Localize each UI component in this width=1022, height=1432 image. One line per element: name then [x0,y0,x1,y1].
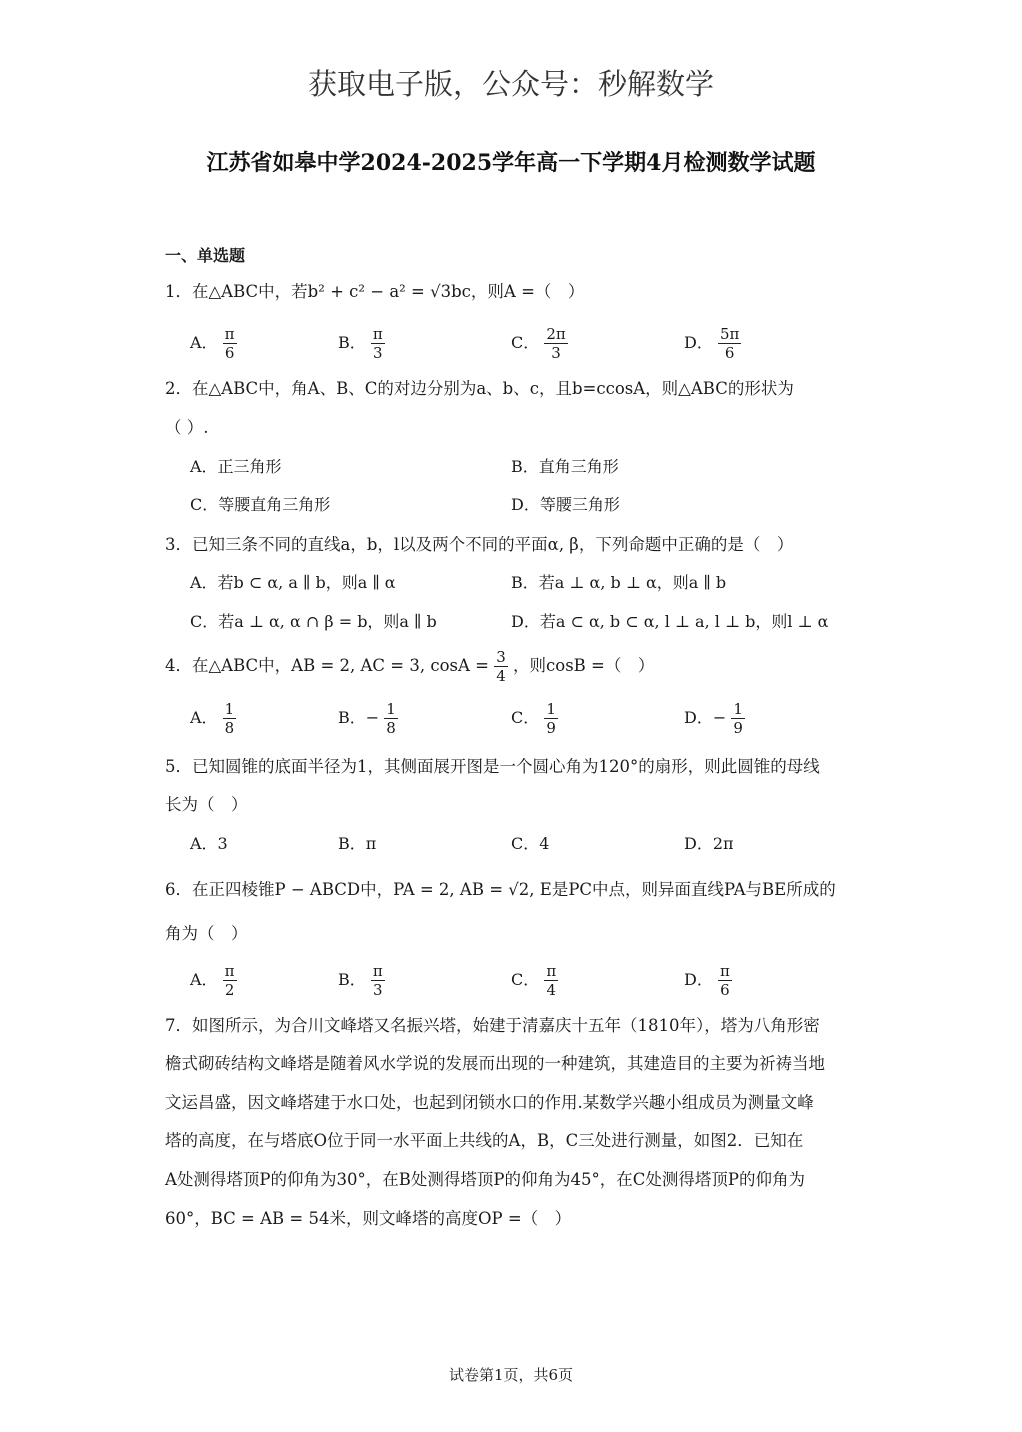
question-6-option-b[interactable] [338,962,385,999]
option-fraction [544,962,558,999]
question-4-stem-start: 4．在△ABC中，AB = 2, AC = 3, cosA = [165,656,489,675]
question-5-option-a[interactable]: A．3 [190,834,228,853]
option-label: D． [684,970,713,989]
page-title: 江苏省如皋中学2024-2025学年高一下学期4月检测数学试题 [206,150,816,176]
fraction-numerator: 1 [224,700,235,718]
option-label: A． [190,333,218,352]
question-4-option-b[interactable] [338,700,398,737]
question-4-stem [165,648,654,685]
option-label: B． [338,970,366,989]
option-fraction [371,325,385,362]
question-5-stem-line-1: 5．已知圆锥的底面半径为1，其侧面展开图是一个圆心角为120°的扇形，则此圆锥的母线 [165,757,820,776]
fraction-denominator: 6 [224,344,235,362]
watermark-text: 获取电子版，公众号：秒解数学 [307,67,714,101]
option-label: D． [684,333,713,352]
fraction-numerator: 1 [386,700,396,718]
question-1-option-b[interactable] [338,325,385,362]
fraction-numerator: π [224,325,235,343]
question-6-stem-line-2: 角为（ ） [165,924,248,943]
question-3-option-a[interactable]: A．若b ⊂ α, a ∥ b，则a ∥ α [190,573,396,592]
question-7-line-1: 7．如图所示，为合川文峰塔又名振兴塔，始建于清嘉庆十五年（1810年），塔为八角形密 [165,1016,820,1035]
question-6-option-d[interactable] [684,962,732,999]
fraction-denominator: 3 [373,981,383,999]
fraction-denominator: 3 [373,344,383,362]
fraction-numerator: 1 [733,700,743,718]
option-fraction [223,325,237,362]
option-fraction [718,962,732,999]
option-label: C． [511,333,540,352]
question-3-option-c[interactable]: C．若a ⊥ α, α ∩ β = b，则a ∥ b [190,612,437,631]
question-3-option-b[interactable]: B．若a ⊥ α, b ⊥ α，则a ∥ b [511,573,727,592]
question-7-line-4: 塔的高度，在与塔底O位于同一水平面上共线的A，B，C三处进行测量，如图2．已知在 [165,1131,804,1150]
question-6-option-c[interactable] [511,962,558,999]
fraction-denominator: 9 [733,719,743,737]
fraction-denominator: 8 [224,719,235,737]
question-4-option-c[interactable] [511,700,558,737]
question-2-option-c[interactable]: C．等腰直角三角形 [190,495,331,514]
page-footer: 试卷第1页，共6页 [448,1366,574,1384]
question-1-option-c[interactable] [511,325,568,362]
question-7-line-5: A处测得塔顶P的仰角为30°，在B处测得塔顶P的仰角为45°，在C处测得塔顶P的仰角为 [165,1170,805,1189]
fraction-numerator: π [546,962,557,980]
option-sign: − [712,708,727,727]
fraction-numerator: π [224,962,235,980]
cos-a-fraction [494,648,508,685]
fraction-numerator: π [372,325,383,343]
question-2-option-b[interactable]: B．直角三角形 [511,457,619,476]
fraction-denominator: 4 [496,667,506,685]
fraction-denominator: 9 [546,719,556,737]
option-label: A． [190,708,218,727]
question-4-stem-end: ，则cosB =（ ） [513,656,655,675]
fraction-numerator: 1 [546,700,556,718]
question-7-line-2: 檐式砌砖结构文峰塔是随着风水学说的发展而出现的一种建筑，其建造目的主要为祈祷当地 [165,1054,825,1073]
question-5-option-d[interactable]: D．2π [684,834,734,853]
question-2-stem-line-1: 2．在△ABC中，角A、B、C的对边分别为a、b、c，且b=ccosA，则△ABC的形状为 [165,379,794,398]
question-1-option-a[interactable] [190,325,237,362]
question-2-option-a[interactable]: A．正三角形 [190,457,282,476]
fraction-numerator: 2π [546,325,566,343]
question-7-line-6: 60°，BC = AB = 54米，则文峰塔的高度OP =（ ） [165,1209,572,1228]
question-4-option-d[interactable] [684,700,745,737]
question-4-option-a[interactable] [190,700,236,737]
fraction-denominator: 3 [551,344,561,362]
option-fraction [544,325,567,362]
fraction-numerator: 5π [719,325,740,343]
option-fraction [371,962,385,999]
option-label: A． [190,970,218,989]
option-fraction [731,700,745,737]
option-label: C． [511,708,540,727]
option-fraction [223,700,237,737]
option-sign: − [365,708,380,727]
fraction-denominator: 6 [724,344,735,362]
question-5-option-b[interactable]: B．π [338,834,377,853]
question-6-option-a[interactable] [190,962,237,999]
fraction-denominator: 2 [224,981,235,999]
option-fraction [384,700,398,737]
fraction-numerator: π [719,962,730,980]
fraction-numerator: 3 [496,648,506,666]
question-1-option-d[interactable] [684,325,741,362]
option-label: C． [511,970,540,989]
option-label: B． [338,708,366,727]
question-1-stem: 1．在△ABC中，若b² + c² − a² = √3bc，则A =（ ） [165,282,585,301]
fraction-denominator: 8 [386,719,396,737]
option-fraction [544,700,558,737]
question-3-option-d[interactable]: D．若a ⊂ α, b ⊂ α, l ⊥ a, l ⊥ b，则l ⊥ α [511,612,829,631]
question-5-option-c[interactable]: C．4 [511,834,550,853]
question-2-stem-line-2: （ ）. [165,418,209,437]
fraction-numerator: π [372,962,383,980]
option-label: B． [338,333,366,352]
option-fraction [718,325,741,362]
question-6-stem-line-1: 6．在正四棱锥P − ABCD中，PA = 2, AB = √2, E是PC中点，则异面直线PA与BE所成的 [165,880,836,899]
option-label: D． [684,708,713,727]
question-2-option-d[interactable]: D．等腰三角形 [511,495,620,514]
question-5-stem-line-2: 长为（ ） [165,795,248,814]
fraction-denominator: 6 [720,981,730,999]
option-fraction [223,962,237,999]
question-3-stem: 3．已知三条不同的直线a，b，l以及两个不同的平面α, β，下列命题中正确的是（ ） [165,535,794,554]
question-7-line-3: 文运昌盛，因文峰塔建于水口处，也起到闭锁水口的作用.某数学兴趣小组成员为测量文峰 [165,1093,814,1112]
section-heading: 一、单选题 [165,246,246,265]
fraction-denominator: 4 [546,981,557,999]
